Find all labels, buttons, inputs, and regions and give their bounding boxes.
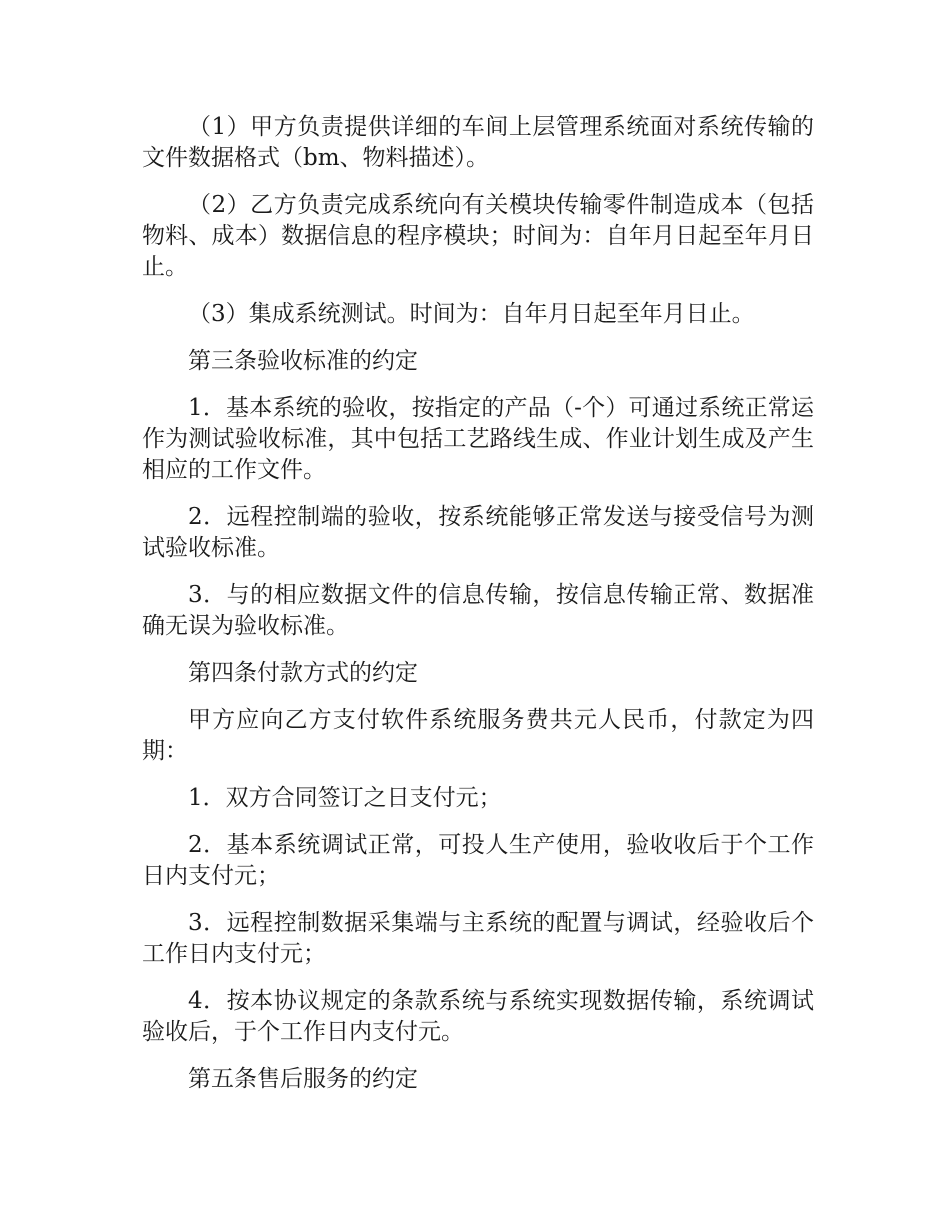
document-body <box>142 112 814 1111</box>
paragraph-11: 2．基本系统调试正常，可投人生产使用，验收收后于个工作日内支付元； <box>142 832 814 889</box>
paragraph-10: 1．双方合同签订之日支付元； <box>188 785 502 811</box>
paragraph-9: 甲方应向乙方支付软件系统服务费共元人民币，付款定为四期： <box>142 707 814 764</box>
paragraph-2: （2）乙方负责完成系统向有关模块传输零件制造成本（包括物料、成本）数据信息的程序模块；时间为：自年月日起至年月日止。 <box>142 192 814 280</box>
section-heading-article-4: 第四条付款方式的约定 <box>188 660 418 686</box>
paragraph-6: 2．远程控制端的验收，按系统能够正常发送与接受信号为测试验收标准。 <box>142 504 814 561</box>
paragraph-5: 1．基本系统的验收，按指定的产品（-个）可通过系统正常运作为测试验收标准，其中包括工艺路线生成、作业计划生成及产生相应的工作文件。 <box>142 395 814 483</box>
paragraph-7: 3．与的相应数据文件的信息传输，按信息传输正常、数据准确无误为验收标准。 <box>142 582 814 639</box>
paragraph-1: （1）甲方负责提供详细的车间上层管理系统面对系统传输的文件数据格式（bm、物料描述）。 <box>142 114 814 171</box>
section-heading-article-3: 第三条验收标准的约定 <box>188 348 418 374</box>
paragraph-12: 3．远程控制数据采集端与主系统的配置与调试，经验收后个工作日内支付元； <box>142 910 814 967</box>
paragraph-13: 4．按本协议规定的条款系统与系统实现数据传输，系统调试验收后，于个工作日内支付元。 <box>142 988 814 1045</box>
section-heading-article-5: 第五条售后服务的约定 <box>188 1066 418 1092</box>
paragraph-3: （3）集成系统测试。时间为：自年月日起至年月日止。 <box>188 301 755 327</box>
